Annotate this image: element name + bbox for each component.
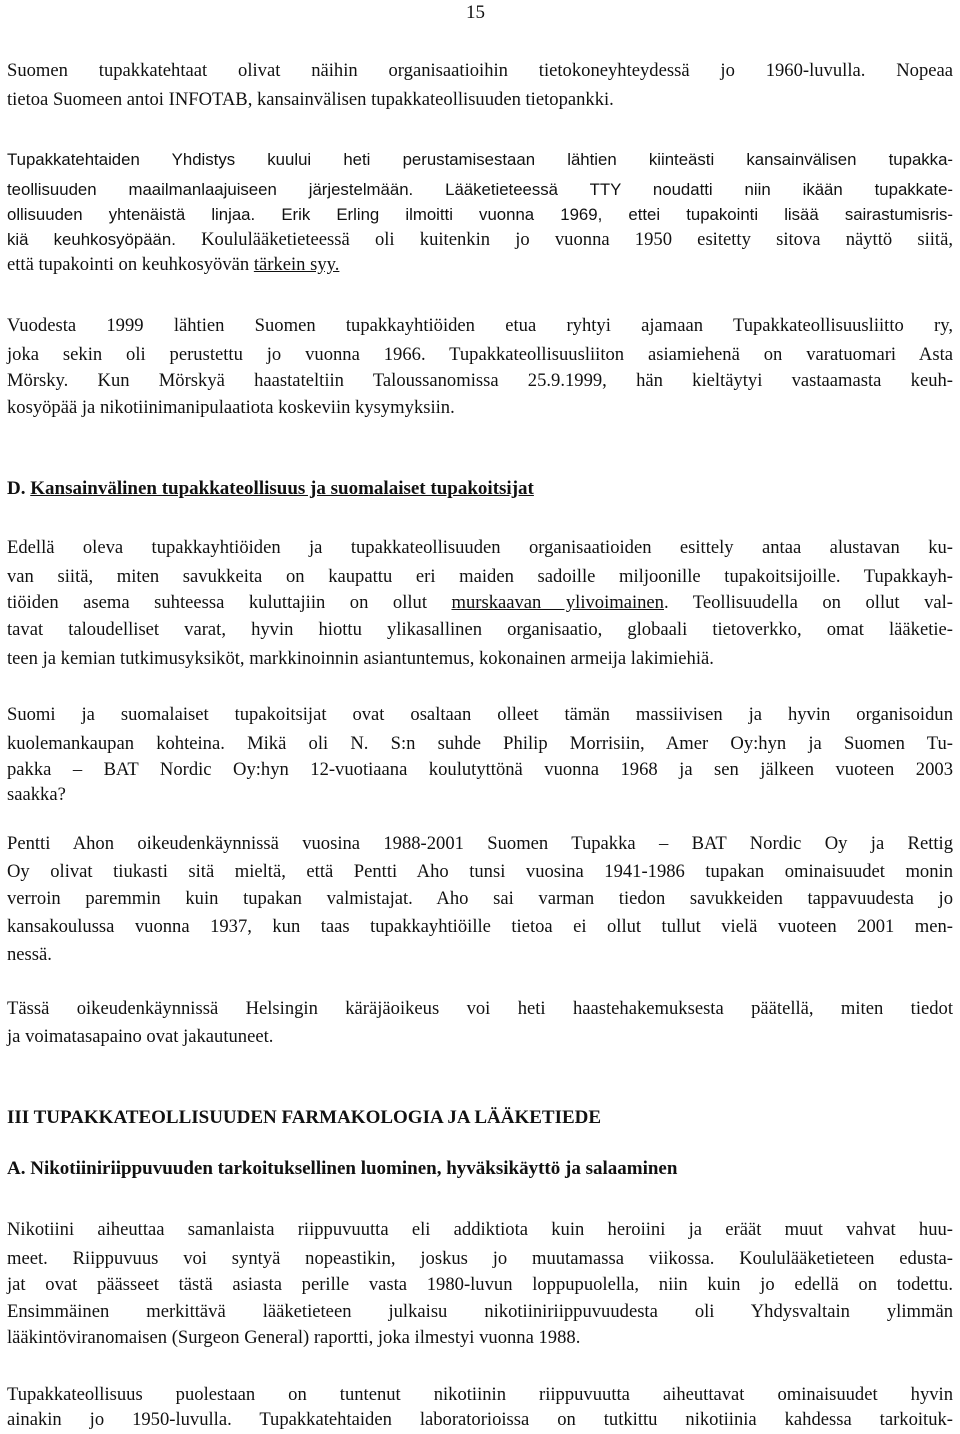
text-run: . Teollisuudella on ollut val- (663, 592, 953, 613)
page-number: 15 (466, 2, 485, 23)
text-line: tavat taloudelliset varat, hyvin hiottu ylikasallinen organisaatio, globaali tietoverkko, omat lääketie- (7, 619, 953, 640)
section-heading (7, 477, 534, 501)
text-line: Tupakkateollisuus puolestaan on tuntenut nikotiinin riippuvuutta aiheuttavat ominaisuudet hyvin (7, 1384, 953, 1405)
underlined-text: tärkein syy. (253, 254, 340, 275)
text-line (7, 228, 953, 252)
text-line: tietoa Suomeen antoi INFOTAB, kansainvälisen tupakkateollisuuden tietopankki. (7, 89, 614, 110)
text-line: Nikotiini aiheuttaa samanlaista riippuvuutta eli addiktiota kuin heroiini ja eräät muut vahvat huu- (7, 1219, 953, 1240)
text-run: Erik Erling ilmoitti vuonna 1969, ettei tupakointi lisää sairastumisris- (281, 205, 953, 224)
text-line: ainakin jo 1950-luvulla. Tupakkatehtaiden laboratorioissa on tutkittu nikotiinia kahdessa tarkoituk- (7, 1409, 953, 1430)
heading-label: D. (7, 478, 26, 499)
text-line: Tässä oikeudenkäynnissä Helsingin käräjäoikeus voi heti haastehakemuksesta päätellä, miten tiedot (7, 998, 953, 1019)
text-line: joka sekin oli perustettu jo vuonna 1966. Tupakkateollisuusliiton asiamiehenä on varatuomari Asta (7, 344, 953, 365)
text-line: pakka – BAT Nordic Oy:hyn 12-vuotiaana koulutyttönä vuonna 1968 ja sen jälkeen vuoteen 2003 (7, 759, 953, 780)
text-line (7, 178, 953, 202)
underlined-text: murskaavan ylivoimainen (451, 592, 664, 613)
text-line (7, 253, 953, 277)
text-line: lääkintöviranomaisen (Surgeon General) raportti, joka ilmestyi vuonna 1988. (7, 1327, 581, 1348)
text-line: van siitä, miten savukkeita on kaupattu eri maiden sadoille miljoonille tupakoitsijoille. Tupakkayh- (7, 566, 953, 587)
text-line: kansakoulussa vuonna 1937, kun taas tupakkayhtiöille tietoa ei ollut tullut vielä vuoteen 2001 men- (7, 916, 953, 937)
text-line (7, 591, 953, 615)
text-run: kiä keuhkosyöpään. (7, 230, 176, 249)
chapter-heading: III TUPAKKATEOLLISUUDEN FARMAKOLOGIA JA LÄÄKETIEDE (7, 1107, 602, 1128)
text-line: meet. Riippuvuus voi syntyä nopeastikin, joskus jo muutamassa viikossa. Koululääketieteen edusta- (7, 1248, 953, 1269)
text-line: kuolemankaupan kohteina. Mikä oli N. S:n suhde Philip Morrisiin, Amer Oy:hyn ja Suomen Tu- (7, 733, 953, 754)
text-line (7, 203, 953, 227)
text-line: Vuodesta 1999 lähtien Suomen tupakkayhtiöiden etua ryhtyi ajamaan Tupakkateollisuusliitto ry, (7, 315, 953, 336)
text-line: kosyöpää ja nikotiinimanipulaatiota koskeviin kysymyksiin. (7, 397, 455, 418)
text-line: Tupakkatehtaiden Yhdistys kuului heti perustamisestaan lähtien kiinteästi kansainvälisen tupakka- (7, 150, 953, 169)
text-line: teen ja kemian tutkimusyksiköt, markkinoinnin asiantuntemus, kokonainen armeija lakimiehiä. (7, 648, 714, 669)
text-line: Ensimmäinen merkittävä lääketieteen julkaisu nikotiiniriippuvuudesta oli Yhdysvaltain ylimmän (7, 1301, 953, 1322)
text-line: ja voimatasapaino ovat jakautuneet. (7, 1026, 274, 1047)
text-run: tiöiden asema suhteessa kuluttajiin on ollut (7, 592, 452, 613)
text-line: nessä. (7, 944, 52, 965)
text-line: Mörsky. Kun Mörskyä haastateltiin Taloussanomissa 25.9.1999, hän kieltäytyi vastaamasta keuh- (7, 370, 953, 391)
text-line: Suomen tupakkatehtaat olivat näihin organisaatioihin tietokoneyhteydessä jo 1960-luvulla. Nopeaa (7, 60, 953, 81)
heading-title: Kansainvälinen tupakkateollisuus ja suomalaiset tupakoitsijat (30, 478, 534, 499)
text-run: Lääketieteessä TTY noudatti niin ikään tupakkate- (445, 180, 953, 199)
text-line: verroin paremmin kuin tupakan valmistajat. Aho sai varman tiedon savukkeiden tappavuudesta jo (7, 888, 953, 909)
text-run: että tupakointi on keuhkosyövän (7, 254, 254, 275)
text-run: teollisuuden maailmanlaajuiseen järjestelmään. (7, 180, 414, 199)
text-run: ollisuuden yhtenäistä linjaa. (7, 205, 256, 224)
text-line: saakka? (7, 784, 66, 805)
text-run: Koululääketieteessä oli kuitenkin jo vuonna 1950 esitetty sitova näyttö siitä, (201, 229, 953, 250)
text-line: jat ovat päässeet tästä asiasta perille vasta 1980-luvun loppupuolella, niin kuin jo edellä on todettu. (7, 1274, 953, 1295)
section-heading: A. Nikotiiniriippuvuuden tarkoituksellinen luominen, hyväksikäyttö ja salaaminen (7, 1158, 678, 1179)
text-line: Pentti Ahon oikeudenkäynnissä vuosina 1988-2001 Suomen Tupakka – BAT Nordic Oy ja Rettig (7, 833, 953, 854)
text-line: Suomi ja suomalaiset tupakoitsijat ovat osaltaan olleet tämän massiivisen ja hyvin organisoidun (7, 704, 953, 725)
text-line: Oy olivat tiukasti sitä mieltä, että Pentti Aho tunsi vuosina 1941-1986 tupakan ominaisuudet monin (7, 861, 953, 882)
text-line: Edellä oleva tupakkayhtiöiden ja tupakkateollisuuden organisaatioiden esittely antaa alustavan ku- (7, 537, 953, 558)
